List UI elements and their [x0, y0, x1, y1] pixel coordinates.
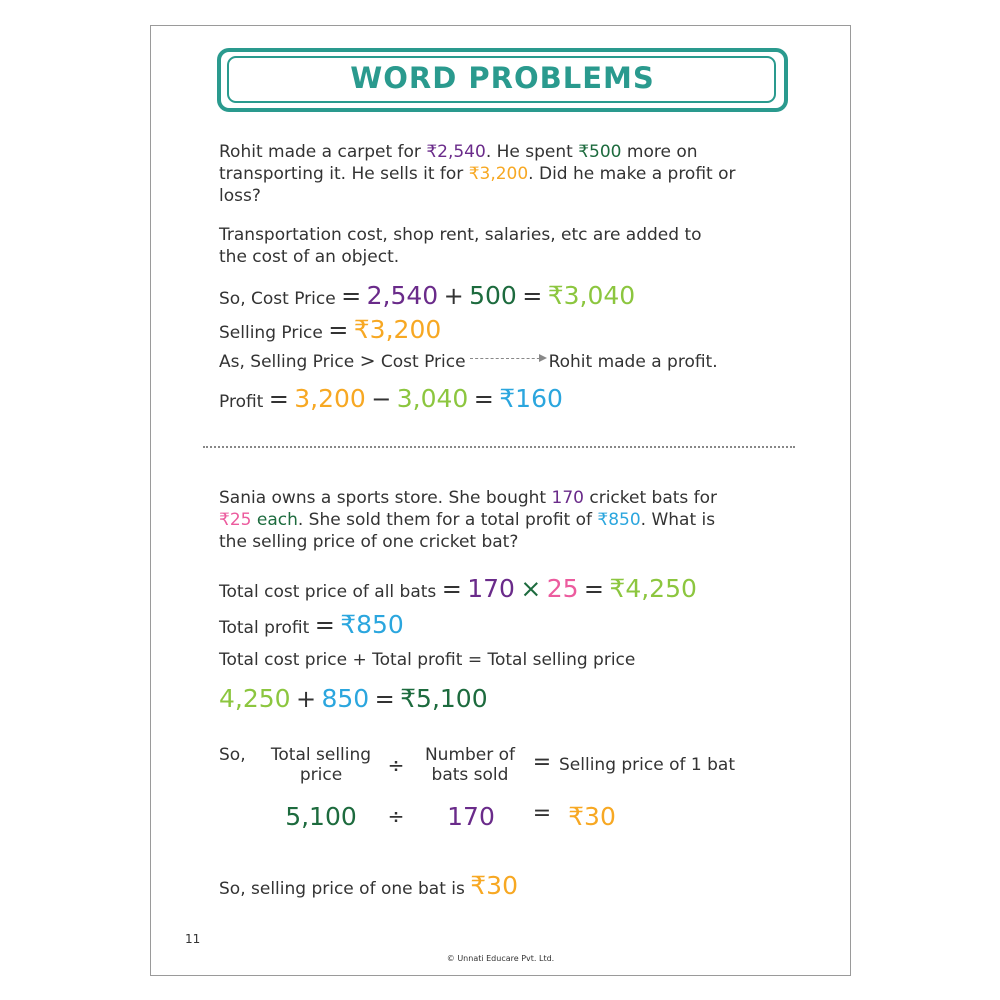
value: 3,200: [294, 384, 366, 413]
label: Selling Price: [219, 323, 323, 343]
text: bats sold: [431, 765, 509, 785]
label: As, Selling Price: [219, 352, 355, 372]
value-bats: 170: [551, 488, 584, 508]
result: ₹160: [499, 384, 563, 413]
p2-calc-divide-sign: ÷: [387, 804, 405, 828]
text: more on: [621, 142, 698, 162]
p1-comparison-line: [219, 349, 718, 374]
text: . What is: [640, 510, 716, 530]
label: Total cost price of all bats: [219, 582, 437, 602]
value-bat-cost: ₹25: [219, 510, 252, 530]
p2-final-answer: [219, 870, 518, 905]
page-title: WORD PROBLEMS: [350, 61, 655, 95]
p2-divide-sign: ÷: [387, 753, 405, 777]
result: ₹3,040: [547, 281, 636, 310]
dotted-divider: [203, 446, 795, 448]
label: Cost Price: [380, 352, 466, 372]
value: 3,040: [396, 384, 469, 413]
p1-note-line-1: Transportation cost, shop rent, salaries, etc are added to: [219, 225, 702, 245]
result: ₹4,250: [609, 574, 697, 603]
p1-selling-price-line: Selling Price = ₹3,200: [219, 315, 442, 344]
value-profit: ₹850: [597, 510, 641, 530]
value-carpet-cost: ₹2,540: [426, 142, 486, 162]
p2-question-line-3: the selling price of one cricket bat?: [219, 532, 519, 552]
text: Sania owns a sports store. She bought: [219, 488, 552, 508]
text: transporting it. He sells it for: [219, 164, 469, 184]
result: ₹5,100: [400, 684, 488, 713]
title-banner: [217, 48, 788, 112]
p2-sum-equation: 4,250 + 850 = ₹5,100: [219, 684, 488, 713]
label: Profit: [219, 392, 264, 412]
p1-question-line-1: [219, 141, 698, 163]
value: 500: [469, 281, 517, 310]
text: price: [299, 765, 343, 785]
p2-so-label: So,: [219, 745, 246, 765]
p2-question-line-1: [219, 487, 717, 509]
text: Rohit made a carpet for: [219, 142, 427, 162]
multiply-sign: ×: [520, 574, 542, 603]
p1-note-line-2: the cost of an object.: [219, 247, 400, 267]
value: 4,250: [219, 684, 291, 713]
p2-number-of-bats-label: [415, 745, 525, 785]
p2-calc-equals-sign: =: [532, 801, 552, 826]
text: . She sold them for a total profit of: [297, 510, 598, 530]
value: ₹30: [470, 871, 518, 900]
conclusion: Rohit made a profit.: [548, 352, 718, 372]
text: each: [251, 510, 298, 530]
text: cricket bats for: [583, 488, 718, 508]
dashed-arrow-icon: [470, 358, 545, 359]
p2-selling-price-one-bat-label: Selling price of 1 bat: [559, 755, 735, 775]
p1-question-line-2: [219, 163, 736, 185]
value: 25: [546, 574, 579, 603]
copyright-notice: © Unnati Educare Pvt. Ltd.: [446, 954, 555, 963]
p2-calc-divisor: 170: [447, 802, 495, 831]
value-transport-cost: ₹500: [578, 142, 622, 162]
text: . Did he make a profit or: [528, 164, 736, 184]
worksheet-page: [150, 25, 851, 976]
value: 170: [467, 574, 515, 603]
text: . He spent: [485, 142, 579, 162]
p2-total-cost-equation: Total cost price of all bats = 170 × 25 = ₹4,250: [219, 574, 697, 603]
p2-calc-result: ₹30: [568, 802, 616, 831]
p2-formula-line: Total cost price + Total profit = Total selling price: [219, 650, 636, 670]
value: 850: [321, 684, 370, 713]
label: So, Cost Price: [219, 289, 336, 309]
p2-equals-sign: =: [532, 750, 552, 775]
value: ₹850: [340, 610, 404, 639]
value: ₹3,200: [353, 315, 442, 344]
p2-calc-dividend: 5,100: [285, 802, 357, 831]
value-selling-price: ₹3,200: [468, 164, 529, 184]
p2-total-selling-price-label: [261, 745, 381, 785]
text: Total selling: [270, 745, 372, 765]
p1-cost-price-equation: So, Cost Price = 2,540 + 500 = ₹3,040: [219, 281, 636, 310]
p1-question-line-3: loss?: [219, 186, 261, 206]
text: Number of: [424, 745, 516, 765]
greater-than-sign: >: [359, 350, 376, 372]
label: Total profit: [219, 618, 310, 638]
page-number: 11: [185, 932, 201, 946]
label: So, selling price of one bat is: [219, 879, 465, 899]
p2-question-line-2: [219, 509, 715, 531]
p1-profit-equation: Profit = 3,200 − 3,040 = ₹160: [219, 384, 563, 413]
value: 2,540: [366, 281, 439, 310]
p2-total-profit-line: Total profit = ₹850: [219, 610, 404, 639]
